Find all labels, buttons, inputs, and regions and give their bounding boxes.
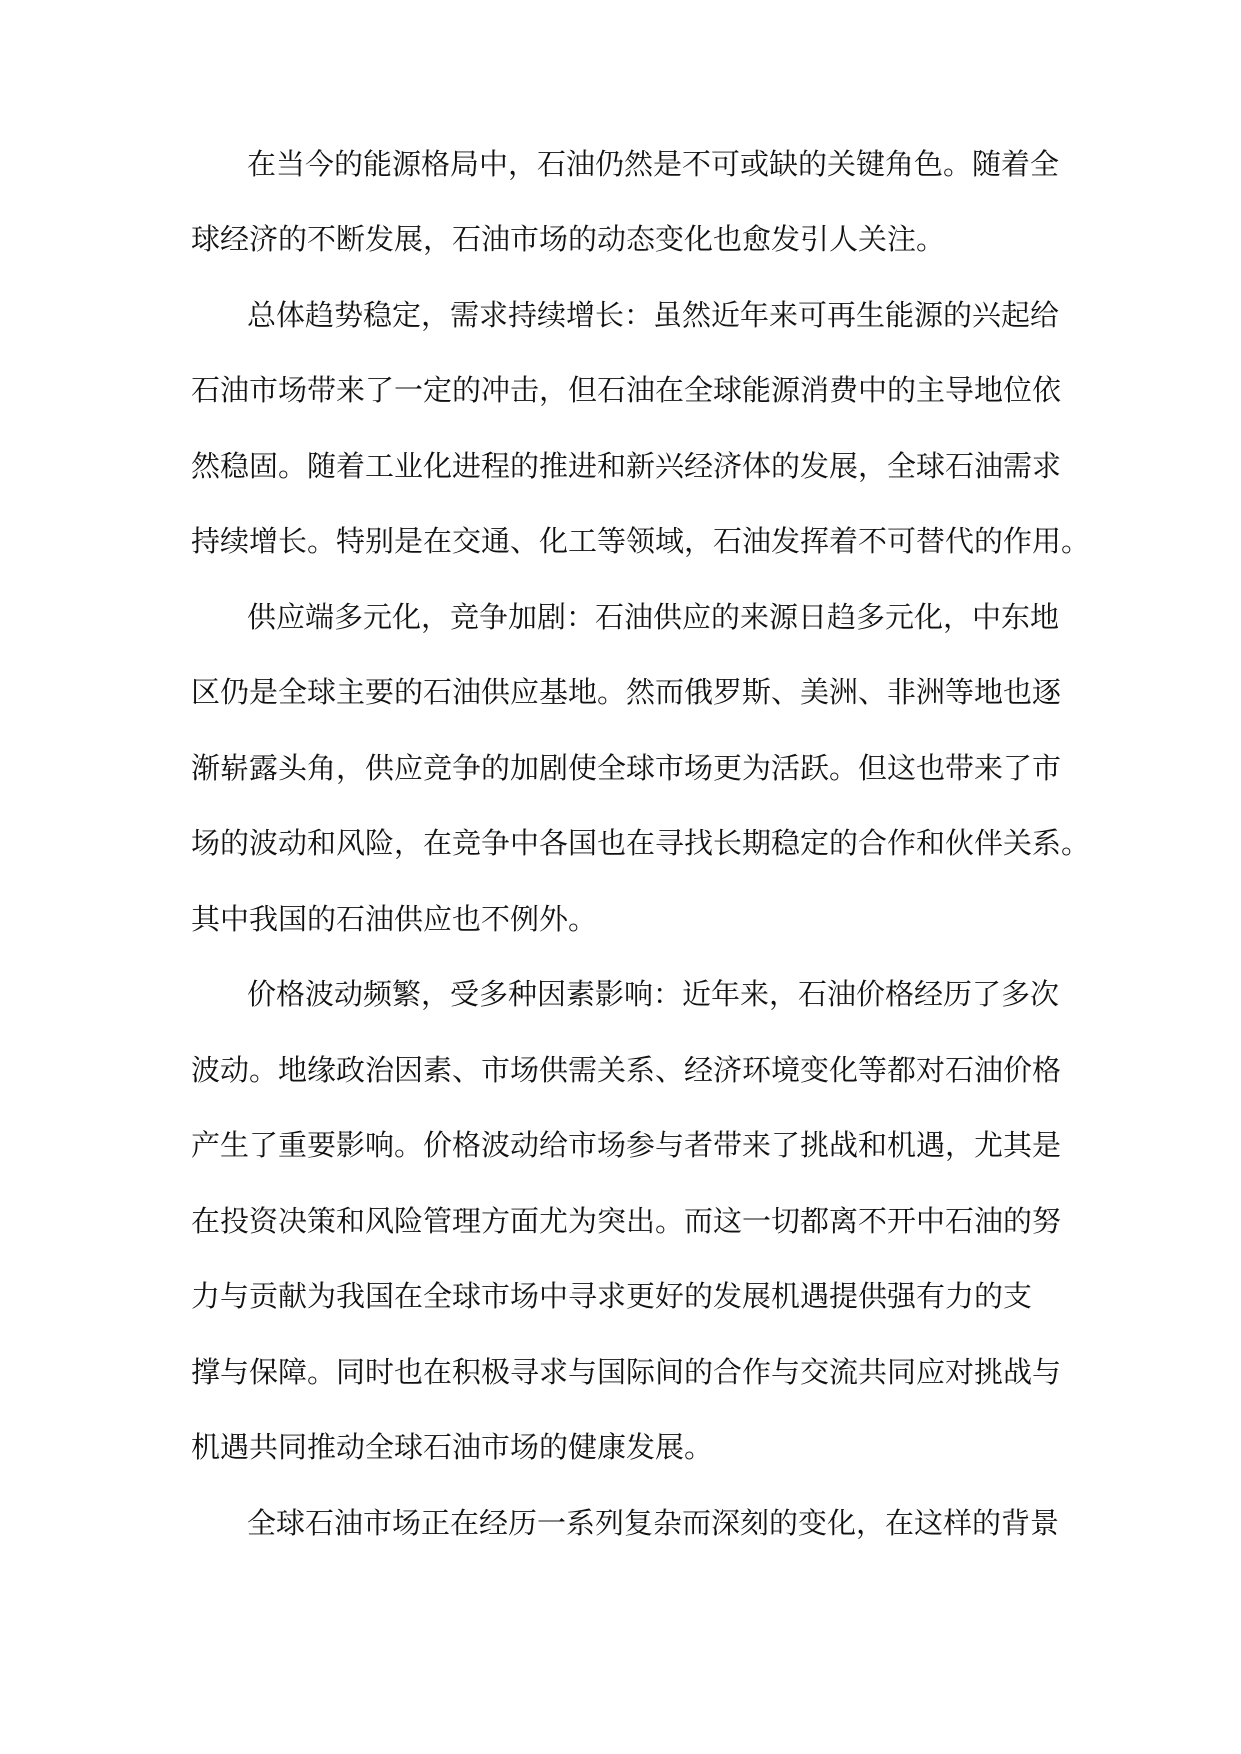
paragraph-line: 力与贡献为我国在全球市场中寻求更好的发展机遇提供强有力的支 [191, 1279, 1033, 1313]
paragraph-2 [191, 298, 1091, 558]
paragraph-line: 波动。地缘政治因素、市场供需关系、经济环境变化等都对石油价格 [191, 1053, 1062, 1087]
paragraph-line: 供应端多元化，竞争加剧：石油供应的来源日趋多元化，中东地 [247, 600, 1060, 634]
paragraph-line: 在当今的能源格局中，石油仍然是不可或缺的关键角色。随着全 [247, 147, 1060, 181]
paragraph-line: 机遇共同推动全球石油市场的健康发展。 [191, 1430, 714, 1464]
paragraph-line: 区仍是全球主要的石油供应基地。然而俄罗斯、美洲、非洲等地也逐 [191, 675, 1062, 709]
paragraph-line: 价格波动频繁，受多种因素影响：近年来，石油价格经历了多次 [247, 977, 1060, 1011]
paragraph-line: 场的波动和风险，在竞争中各国也在寻找长期稳定的合作和伙伴关系。 [191, 826, 1091, 860]
paragraph-line: 持续增长。特别是在交通、化工等领域，石油发挥着不可替代的作用。 [191, 524, 1091, 558]
paragraph-line: 全球石油市场正在经历一系列复杂而深刻的变化，在这样的背景 [247, 1506, 1060, 1540]
paragraph-line: 其中我国的石油供应也不例外。 [191, 902, 598, 936]
paragraph-1 [191, 147, 1060, 256]
paragraph-line: 在投资决策和风险管理方面尤为突出。而这一切都离不开中石油的努 [191, 1204, 1062, 1238]
paragraph-line: 渐崭露头角，供应竞争的加剧使全球市场更为活跃。但这也带来了市 [191, 751, 1062, 785]
paragraph-line: 然稳固。随着工业化进程的推进和新兴经济体的发展，全球石油需求 [191, 449, 1062, 483]
paragraph-line: 撑与保障。同时也在积极寻求与国际间的合作与交流共同应对挑战与 [191, 1355, 1062, 1389]
paragraph-line: 总体趋势稳定，需求持续增长：虽然近年来可再生能源的兴起给 [247, 298, 1060, 332]
document-body [191, 147, 1091, 1540]
paragraph-5 [191, 1506, 1060, 1540]
paragraph-4 [191, 977, 1062, 1464]
paragraph-line: 石油市场带来了一定的冲击，但石油在全球能源消费中的主导地位依 [191, 373, 1062, 407]
paragraph-line: 球经济的不断发展，石油市场的动态变化也愈发引人关注。 [191, 222, 946, 256]
paragraph-3 [191, 600, 1091, 936]
paragraph-line: 产生了重要影响。价格波动给市场参与者带来了挑战和机遇，尤其是 [191, 1128, 1062, 1162]
